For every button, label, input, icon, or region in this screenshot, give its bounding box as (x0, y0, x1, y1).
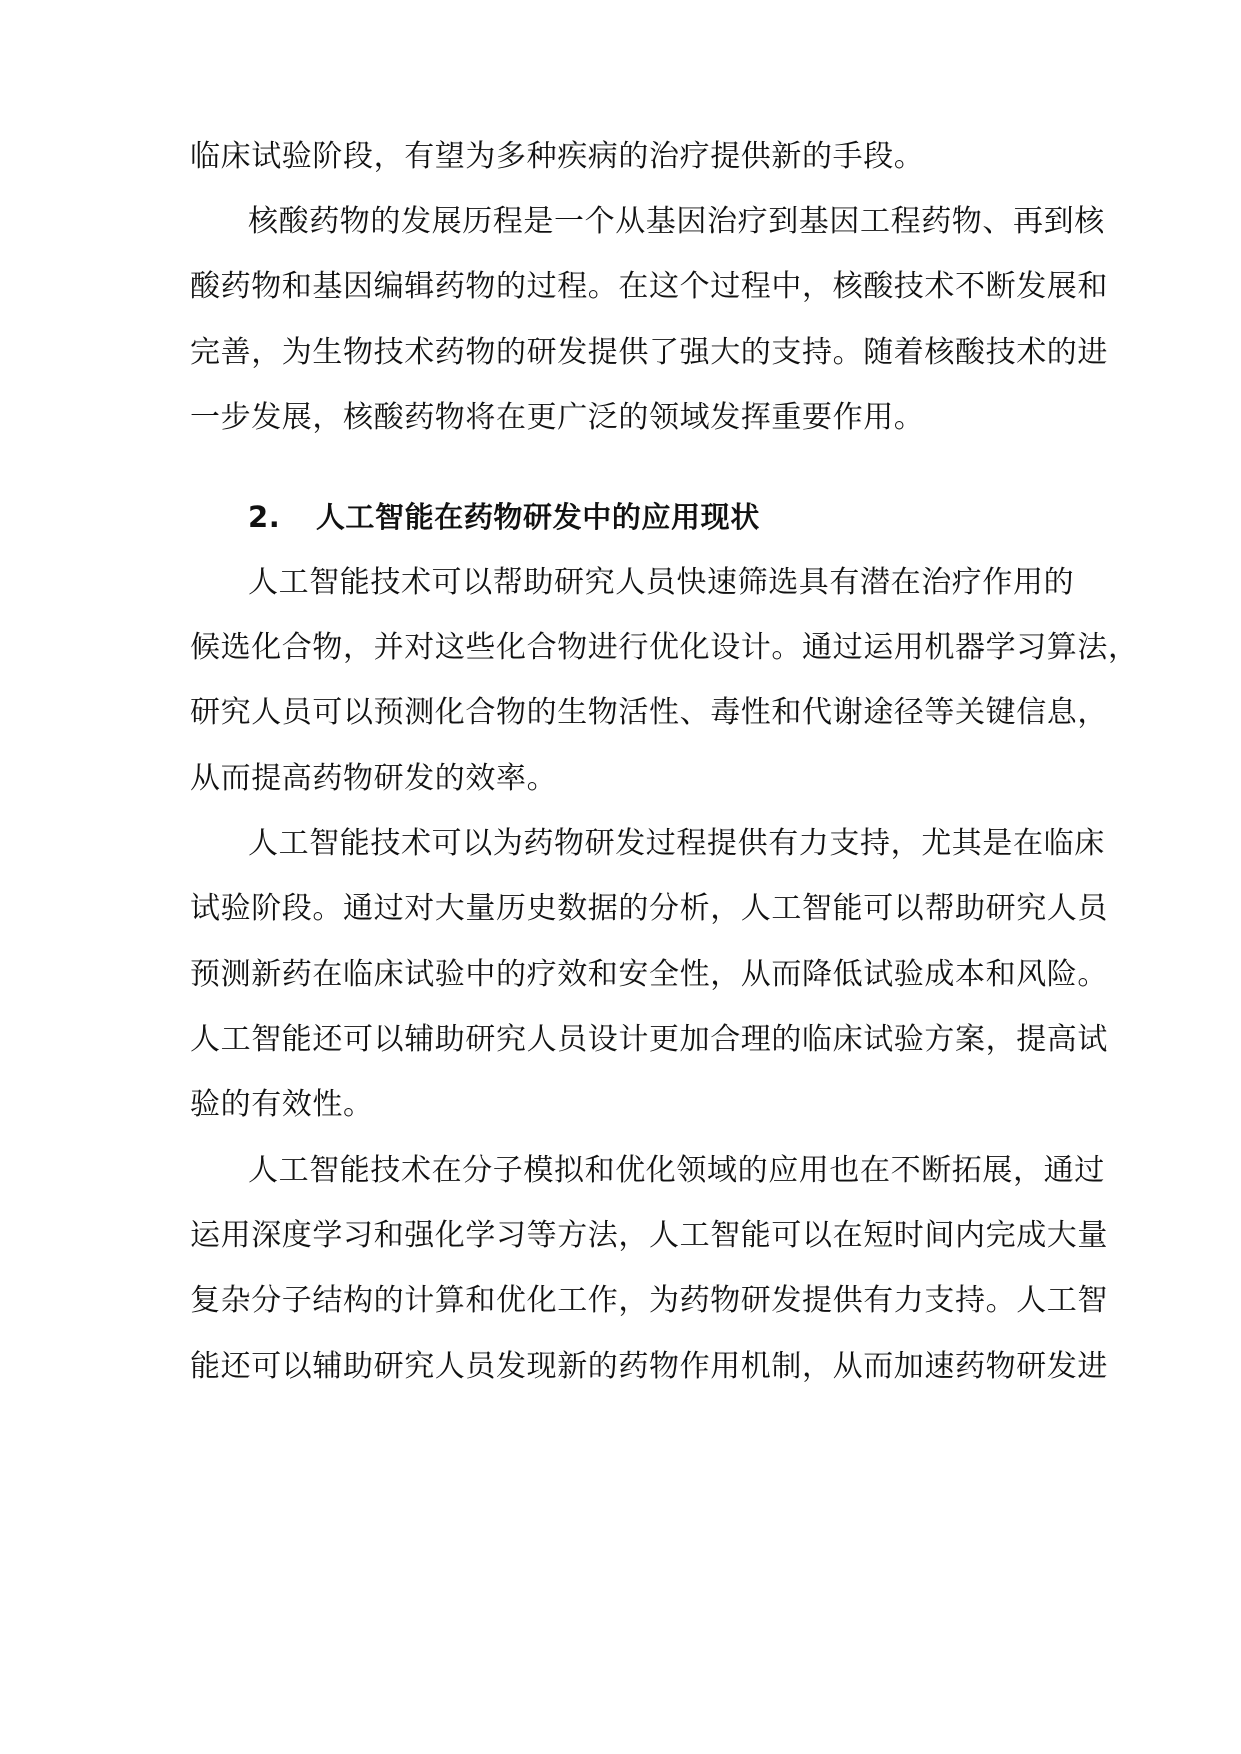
paragraph-2-line-3: 完善，为生物技术药物的研发提供了强大的支持。随着核酸技术的进 (190, 335, 1108, 370)
section-heading (248, 497, 1128, 537)
paragraph-4-line-1: 人工智能技术可以为药物研发过程提供有力支持，尤其是在临床 (248, 826, 1105, 861)
paragraph-2-line-4: 一步发展，核酸药物将在更广泛的领域发挥重要作用。 (190, 400, 925, 435)
paragraph-3-line-1: 人工智能技术可以帮助研究人员快速筛选具有潜在治疗作用的 (248, 565, 1075, 600)
paragraph-5-line-2: 运用深度学习和强化学习等方法，人工智能可以在短时间内完成大量 (190, 1218, 1108, 1253)
section-number: 2. (248, 500, 281, 534)
paragraph-4-line-3: 预测新药在临床试验中的疗效和安全性，从而降低试验成本和风险。 (190, 957, 1108, 992)
section-title: 人工智能在药物研发中的应用现状 (315, 500, 760, 534)
paragraph-5-line-1: 人工智能技术在分子模拟和优化领域的应用也在不断拓展，通过 (248, 1153, 1105, 1188)
paragraph-4-line-5: 验的有效性。 (190, 1087, 374, 1122)
paragraph-1-line-1: 临床试验阶段，有望为多种疾病的治疗提供新的手段。 (190, 139, 925, 174)
paragraph-2-line-2: 酸药物和基因编辑药物的过程。在这个过程中，核酸技术不断发展和 (190, 269, 1108, 304)
paragraph-3-line-4: 从而提高药物研发的效率。 (190, 761, 558, 796)
paragraph-5-line-4: 能还可以辅助研究人员发现新的药物作用机制，从而加速药物研发进 (190, 1349, 1108, 1384)
paragraph-5-line-3: 复杂分子结构的计算和优化工作，为药物研发提供有力支持。人工智 (190, 1283, 1108, 1318)
paragraph-3-line-3: 研究人员可以预测化合物的生物活性、毒性和代谢途径等关键信息， (190, 695, 1108, 730)
paragraph-3-line-2: 候选化合物，并对这些化合物进行优化设计。通过运用机器学习算法， (190, 630, 1139, 665)
paragraph-4-line-4: 人工智能还可以辅助研究人员设计更加合理的临床试验方案，提高试 (190, 1022, 1108, 1057)
paragraph-4-line-2: 试验阶段。通过对大量历史数据的分析，人工智能可以帮助研究人员 (190, 891, 1108, 926)
paragraph-2-line-1: 核酸药物的发展历程是一个从基因治疗到基因工程药物、再到核 (248, 204, 1105, 239)
